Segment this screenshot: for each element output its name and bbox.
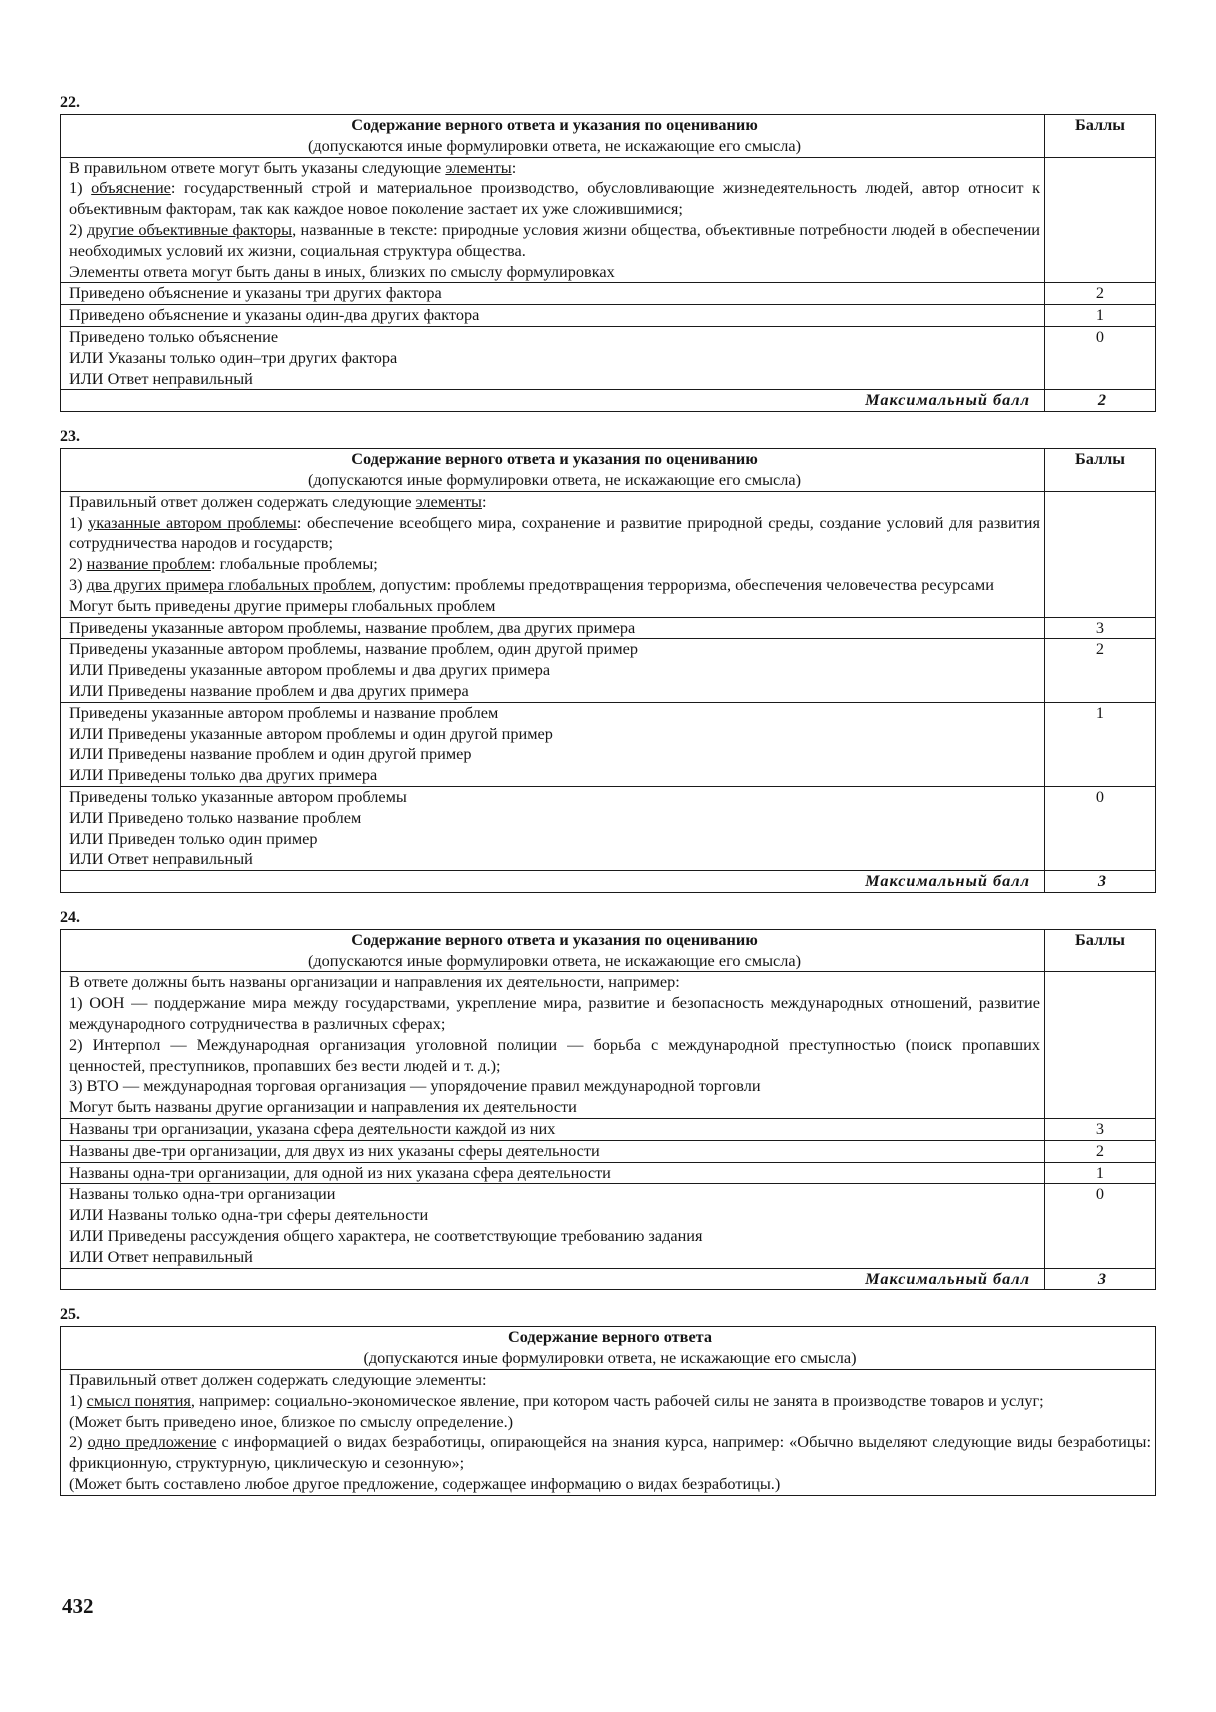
criteria-text: Названы три организации, указана сфера деятельности каждой из них bbox=[61, 1119, 1045, 1141]
answer-content-row bbox=[61, 157, 1156, 283]
criteria-score: 3 bbox=[1045, 617, 1156, 639]
element-2-note: (Может быть составлено любое другое предложение, содержащее информацию о видах безработицы.) bbox=[69, 1474, 781, 1494]
criteria-score: 0 bbox=[1045, 786, 1156, 870]
criteria-score: 1 bbox=[1045, 305, 1156, 327]
answer-content bbox=[61, 491, 1045, 617]
criteria-score: 1 bbox=[1045, 702, 1156, 786]
task-number-25: 25. bbox=[60, 1306, 80, 1324]
closing-note: Элементы ответа могут быть даны в иных, близких по смыслу формулировках bbox=[69, 261, 615, 281]
answer-content-row bbox=[61, 491, 1156, 617]
criteria-text: Приведены указанные автором проблемы, название проблем, один другой пример ИЛИ Приведены указанные автором проблемы и два других примера ИЛИ Приведены название проблем и два других примера bbox=[61, 639, 1045, 702]
criteria-text: Приведено объяснение и указаны один-два других фактора bbox=[61, 305, 1045, 327]
scoring-table-23 bbox=[60, 448, 1156, 893]
criteria-row bbox=[61, 786, 1156, 870]
criteria-score: 2 bbox=[1045, 1140, 1156, 1162]
header-title: Содержание верного ответа и указания по оцениванию bbox=[351, 449, 758, 469]
max-score-label: Максимальный балл bbox=[61, 1268, 1045, 1290]
max-score-value: 2 bbox=[1045, 390, 1156, 412]
answer-content bbox=[61, 157, 1045, 283]
answer-content-row bbox=[61, 1370, 1156, 1496]
criteria-text: Приведены указанные автором проблемы и название проблем ИЛИ Приведены указанные автором проблемы и один другой пример ИЛИ Приведены название проблем и один другой пример ИЛИ Приведены только два других примера bbox=[61, 702, 1045, 786]
table-header bbox=[61, 115, 1156, 158]
empty-score-cell bbox=[1045, 157, 1156, 283]
element-1: 1) смысл понятия, например: социально-экономическое явление, при котором часть рабочей силы не занята в производстве товаров и услуг; bbox=[69, 1390, 1044, 1410]
table-header bbox=[61, 449, 1156, 492]
element-2: 2) одно предложение с информацией о видах безработицы, опирающейся на знания курса, например: «Обычно выделяют следующие виды безработицы: фрикционную, структурную, циклическую и сезонную»; bbox=[69, 1432, 1151, 1473]
header-title: Содержание верного ответа bbox=[507, 1327, 713, 1347]
element-3: 3) два других примера глобальных проблем, допустим: проблемы предотвращения терроризма, обеспечения человечества ресурсами bbox=[69, 574, 994, 594]
element-3: 3) ВТО — международная торговая организация — упорядочение правил международной торговли bbox=[69, 1076, 761, 1096]
header-content-cell bbox=[61, 1327, 1156, 1370]
table-header bbox=[61, 929, 1156, 972]
empty-score-cell bbox=[1045, 972, 1156, 1119]
criteria-score: 1 bbox=[1045, 1162, 1156, 1184]
element-1: 1) указанные автором проблемы: обеспечение всеобщего мира, сохранение и развитие природной среды, создание условий для развития сотрудничества народов и государств; bbox=[69, 512, 1040, 553]
criteria-row bbox=[61, 1162, 1156, 1184]
scoring-table-24 bbox=[60, 929, 1156, 1291]
scoring-table-22 bbox=[60, 114, 1156, 412]
criteria-text: Названы одна-три организации, для одной из них указана сфера деятельности bbox=[61, 1162, 1045, 1184]
header-subtitle: (допускаются иные формулировки ответа, не искажающие его смысла) bbox=[307, 469, 802, 489]
table-header bbox=[61, 1327, 1156, 1370]
criteria-text: Приведены указанные автором проблемы, название проблем, два других примера bbox=[61, 617, 1045, 639]
closing-note: Могут быть приведены другие примеры глобальных проблем bbox=[69, 595, 496, 615]
criteria-row bbox=[61, 617, 1156, 639]
header-score-cell: Баллы bbox=[1045, 449, 1156, 492]
criteria-score: 3 bbox=[1045, 1119, 1156, 1141]
header-subtitle: (допускаются иные формулировки ответа, не искажающие его смысла) bbox=[307, 135, 802, 155]
element-1-note: (Может быть приведено иное, близкое по смыслу определение.) bbox=[69, 1411, 514, 1431]
element-1: 1) ООН — поддержание мира между государствами, укрепление мира, развитие и безопасность международных отношений, развитие международного сотрудничества в различных сферах; bbox=[69, 993, 1040, 1034]
element-2: 2) другие объективные факторы, названные в тексте: природные условия жизни общества, объективные потребности людей в обеспечении необходимых условий их жизни, социальная структура общества. bbox=[69, 219, 1040, 260]
max-score-label: Максимальный балл bbox=[61, 390, 1045, 412]
criteria-score: 0 bbox=[1045, 326, 1156, 389]
criteria-text: Названы только одна-три организации ИЛИ Названы только одна-три сферы деятельности ИЛИ Приведены рассуждения общего характера, не соответствующие требованию задания ИЛИ Ответ неправильный bbox=[61, 1184, 1045, 1268]
answer-content-row bbox=[61, 972, 1156, 1119]
header-content-cell bbox=[61, 115, 1045, 158]
element-2: 2) Интерпол — Международная организация уголовной полиции — борьба с международной преступностью (поиск пропавших ценностей, преступников, пропавших без вести людей и т. д.); bbox=[69, 1034, 1040, 1075]
header-score-cell: Баллы bbox=[1045, 115, 1156, 158]
header-content-cell bbox=[61, 449, 1045, 492]
answer-key-page bbox=[60, 92, 1156, 1510]
criteria-row bbox=[61, 1184, 1156, 1268]
header-score-cell: Баллы bbox=[1045, 929, 1156, 972]
intro-line: В ответе должны быть названы организации и направления их деятельности, например: bbox=[69, 972, 680, 992]
max-score-label: Максимальный балл bbox=[61, 871, 1045, 893]
criteria-row bbox=[61, 1140, 1156, 1162]
intro-line: В правильном ответе могут быть указаны следующие элементы: bbox=[69, 157, 517, 177]
task-number-23: 23. bbox=[60, 428, 80, 446]
criteria-row bbox=[61, 702, 1156, 786]
element-1: 1) объяснение: государственный строй и материальное производство, обусловливающие жизнедеятельность людей, автор относит к объективным факторам, так как каждое новое поколение застает их уже сложившимися; bbox=[69, 178, 1040, 219]
task-number-24: 24. bbox=[60, 908, 80, 926]
max-score-row bbox=[61, 390, 1156, 412]
max-score-value: 3 bbox=[1045, 871, 1156, 893]
task-number-22: 22. bbox=[60, 94, 80, 111]
intro-line: Правильный ответ должен содержать следующие элементы: bbox=[69, 1370, 487, 1390]
header-subtitle: (допускаются иные формулировки ответа, не искажающие его смысла) bbox=[307, 950, 802, 970]
criteria-row bbox=[61, 639, 1156, 702]
max-score-value: 3 bbox=[1045, 1268, 1156, 1290]
page-number: 432 bbox=[62, 1594, 94, 1618]
max-score-row bbox=[61, 871, 1156, 893]
criteria-row bbox=[61, 283, 1156, 305]
answer-content bbox=[61, 1370, 1156, 1496]
header-subtitle: (допускаются иные формулировки ответа, не искажающие его смысла) bbox=[363, 1348, 857, 1368]
empty-score-cell bbox=[1045, 491, 1156, 617]
criteria-row bbox=[61, 305, 1156, 327]
criteria-score: 2 bbox=[1045, 639, 1156, 702]
answer-content bbox=[61, 972, 1045, 1119]
criteria-text: Приведены только указанные автором проблемы ИЛИ Приведено только название проблем ИЛИ Приведен только один пример ИЛИ Ответ неправильный bbox=[61, 786, 1045, 870]
criteria-text: Приведено объяснение и указаны три других фактора bbox=[61, 283, 1045, 305]
closing-note: Могут быть названы другие организации и направления их деятельности bbox=[69, 1097, 577, 1117]
header-title: Содержание верного ответа и указания по оцениванию bbox=[351, 115, 758, 134]
header-title: Содержание верного ответа и указания по оцениванию bbox=[351, 929, 758, 949]
criteria-row bbox=[61, 326, 1156, 389]
header-content-cell bbox=[61, 929, 1045, 972]
element-2: 2) название проблем: глобальные проблемы; bbox=[69, 554, 378, 574]
max-score-row bbox=[61, 1268, 1156, 1290]
criteria-score: 0 bbox=[1045, 1184, 1156, 1268]
criteria-text: Приведено только объяснение ИЛИ Указаны только один–три других фактора ИЛИ Ответ неправильный bbox=[61, 326, 1045, 389]
answer-table-25 bbox=[60, 1326, 1156, 1495]
criteria-text: Названы две-три организации, для двух из них указаны сферы деятельности bbox=[61, 1140, 1045, 1162]
intro-line: Правильный ответ должен содержать следующие элементы: bbox=[69, 491, 487, 511]
criteria-row bbox=[61, 1119, 1156, 1141]
criteria-score: 2 bbox=[1045, 283, 1156, 305]
